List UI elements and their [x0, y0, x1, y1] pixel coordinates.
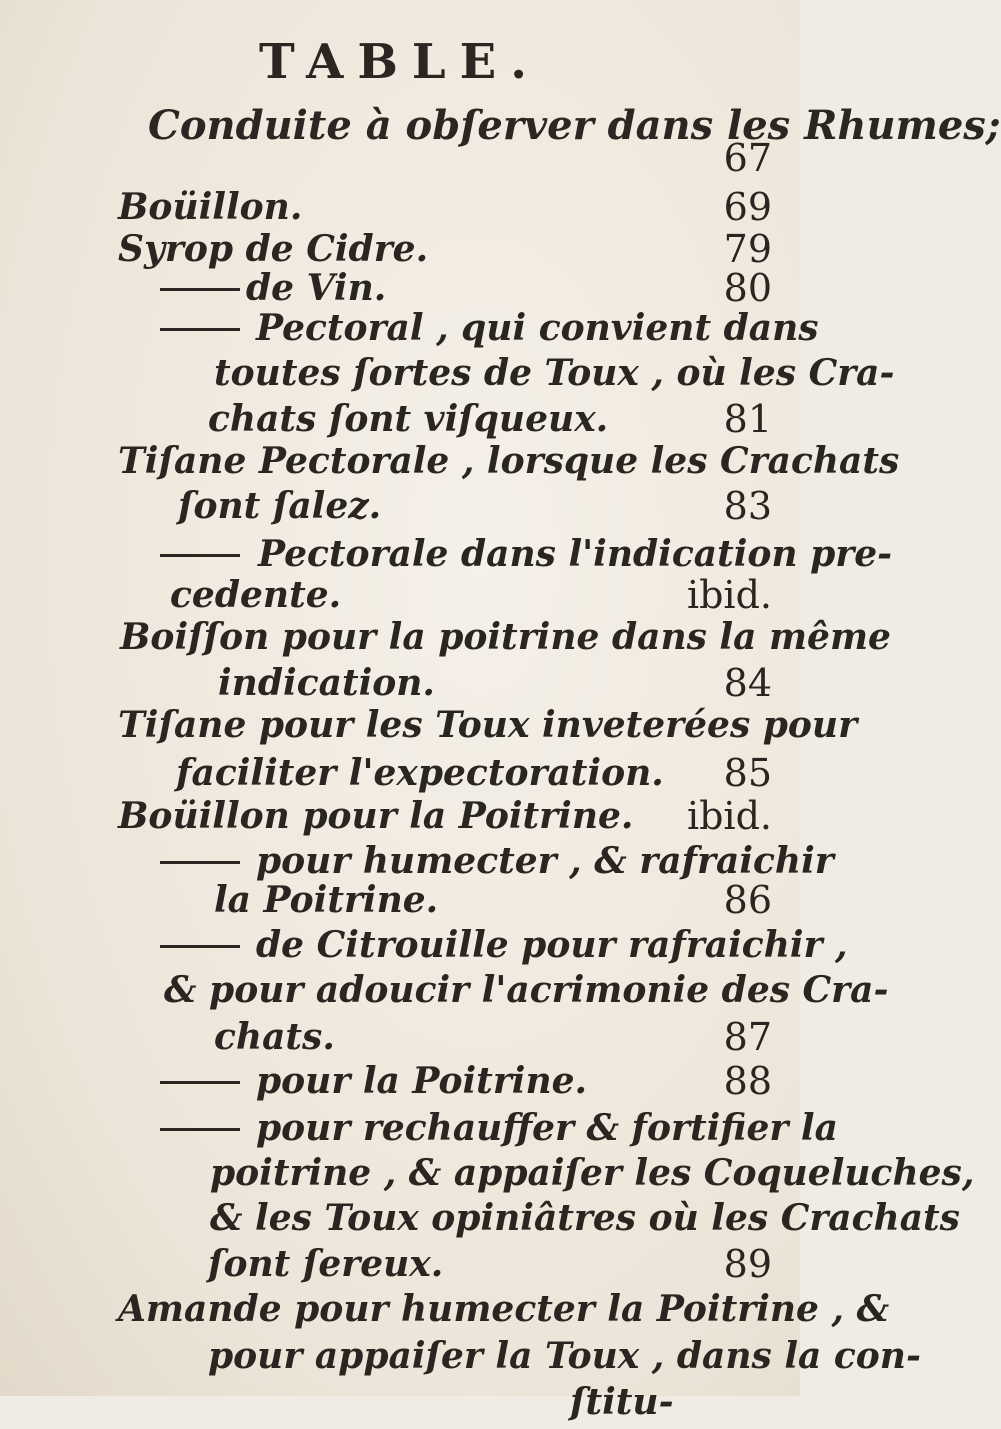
table-entry	[0, 963, 889, 1017]
page-number: 86	[723, 878, 772, 922]
page-number: 67	[723, 136, 772, 180]
entry-text: Amande pour humecter la Poitrine , &	[118, 1288, 890, 1330]
page-number: 89	[723, 1242, 772, 1286]
table-entry	[0, 479, 800, 533]
ditto-dash	[160, 288, 240, 291]
entry-text: & les Toux opiniâtres où les Crachats	[210, 1197, 960, 1239]
entry-text: pour appaiſer la Toux , dans la con-	[208, 1335, 921, 1377]
table-entry	[0, 698, 858, 752]
ditto-dash	[160, 861, 240, 864]
page-number: 81	[723, 397, 772, 441]
entry-text: & pour adoucir l'acrimonie des Cra-	[164, 969, 889, 1011]
page-number: 69	[723, 185, 772, 229]
page-number: ibid.	[686, 573, 772, 617]
ditto-dash	[160, 1081, 240, 1084]
entry-text: chats.	[214, 1016, 335, 1058]
entry-text: de Citrouille pour rafraichir ,	[256, 924, 848, 966]
entry-text: Tiſane Pectorale , lorsque les Crachats	[118, 440, 900, 482]
page-number: ibid.	[686, 794, 772, 838]
entry-text: Pectorale dans l'indication pre-	[258, 533, 893, 575]
page-number: 85	[723, 751, 772, 795]
entry-text: de Vin.	[246, 267, 387, 309]
entry-text: Pectoral , qui convient dans	[256, 307, 819, 349]
entry-text: faciliter l'expectoration.	[176, 752, 664, 794]
entry-text: Tiſane pour les Toux inveterées pour	[118, 704, 858, 746]
page-number: 83	[723, 484, 772, 528]
entry-text: Syrop de Cidre.	[118, 228, 429, 270]
ditto-dash	[160, 1128, 240, 1131]
page-number: 88	[723, 1059, 772, 1103]
ditto-dash	[160, 945, 240, 948]
section-heading: Conduite à obſerver dans les Rhumes;	[148, 102, 1001, 149]
entry-text: cedente.	[170, 574, 342, 616]
entry-text: ſont ſereux.	[208, 1243, 444, 1285]
entry-text: ſtitu-	[570, 1381, 674, 1423]
entry-text: Boiſſon pour la poitrine dans la même	[120, 616, 891, 658]
table-entry	[0, 1282, 890, 1336]
entry-text: poitrine , & appaiſer les Coqueluches,	[210, 1152, 975, 1194]
page-number: 84	[723, 661, 772, 705]
entry-text: Boüillon pour la Poitrine.	[118, 795, 634, 837]
page-number: 87	[723, 1015, 772, 1059]
entry-text: la Poitrine.	[214, 879, 439, 921]
running-title: TABLE.	[259, 34, 541, 90]
entry-text: chats ſont viſqueux.	[208, 398, 609, 440]
table-entry	[0, 1375, 800, 1429]
entry-text: pour humecter , & rafraichir	[256, 840, 834, 882]
entry-text: Boüillon.	[118, 186, 303, 228]
entry-text: ſont ſalez.	[178, 485, 382, 527]
ditto-dash	[160, 328, 240, 331]
entry-text: pour rechauffer & fortifier la	[256, 1107, 838, 1149]
page-number: 79	[723, 227, 772, 271]
entry-text: toutes ſortes de Toux , où les Cra-	[214, 352, 895, 394]
entry-text: pour la Poitrine.	[256, 1060, 588, 1102]
ditto-dash	[160, 554, 240, 557]
entry-text: indication.	[218, 662, 435, 704]
page-number: 80	[723, 266, 772, 310]
table-entry	[0, 1054, 800, 1108]
